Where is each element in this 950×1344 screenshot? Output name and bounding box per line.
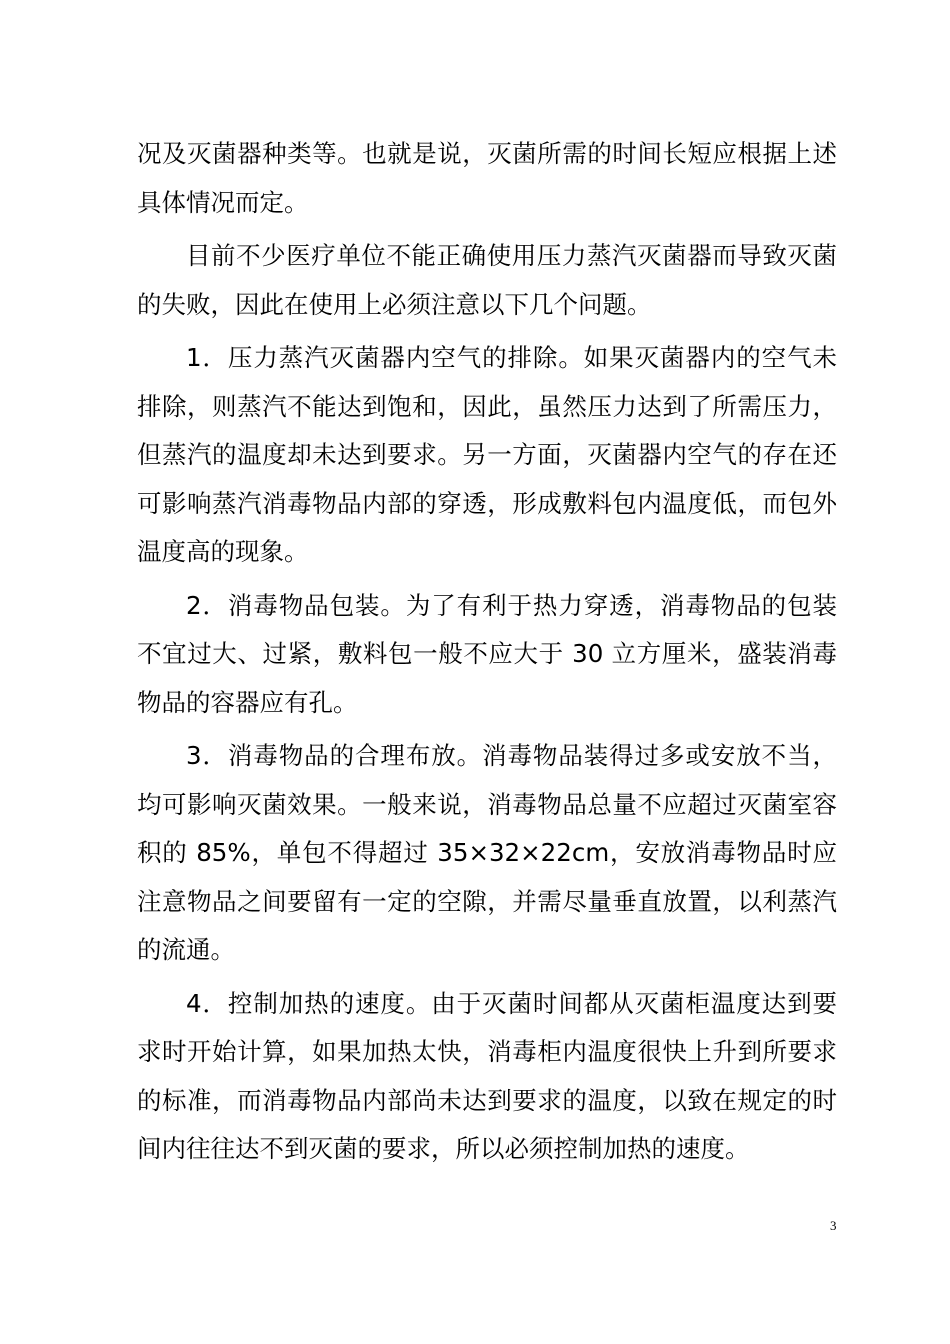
paragraph-item-4: 4．控制加热的速度。由于灭菌时间都从灭菌柜温度达到要求时开始计算，如果加热太快，消毒柜内温度很快上升到所要求的标准，而消毒物品内部尚未达到要求的温度，以致在规定的时间内往往达不到灭菌的要求，所以必须控制加热的速度。 <box>137 988 837 1163</box>
paragraph-intro: 目前不少医疗单位不能正确使用压力蒸汽灭菌器而导致灭菌的失败，因此在使用上必须注意以下几个问题。 <box>137 241 837 319</box>
paragraph-item-2: 2．消毒物品包装。为了有利于热力穿透，消毒物品的包装不宜过大、过紧，敷料包一般不应大于 30 立方厘米，盛装消毒物品的容器应有孔。 <box>137 590 837 717</box>
paragraph-item-3: 3．消毒物品的合理布放。消毒物品装得过多或安放不当，均可影响灭菌效果。一般来说，消毒物品总量不应超过灭菌室容积的 85%，单包不得超过 35×32×22cm，安放消毒物品时应注意物品之间要留有一定的空隙，并需尽量垂直放置，以利蒸汽的流通。 <box>137 741 837 964</box>
paragraph-item-1: 1．压力蒸汽灭菌器内空气的排除。如果灭菌器内的空气未排除，则蒸汽不能达到饱和，因此，虽然压力达到了所需压力，但蒸汽的温度却未达到要求。另一方面，灭菌器内空气的存在还可影响蒸汽消毒物品内部的穿透，形成敷料包内温度低，而包外温度高的现象。 <box>137 343 837 566</box>
body-text <box>137 130 837 1174</box>
page-number: 3 <box>830 1218 837 1233</box>
paragraph-continuation: 况及灭菌器种类等。也就是说，灭菌所需的时间长短应根据上述具体情况而定。 <box>137 139 837 217</box>
